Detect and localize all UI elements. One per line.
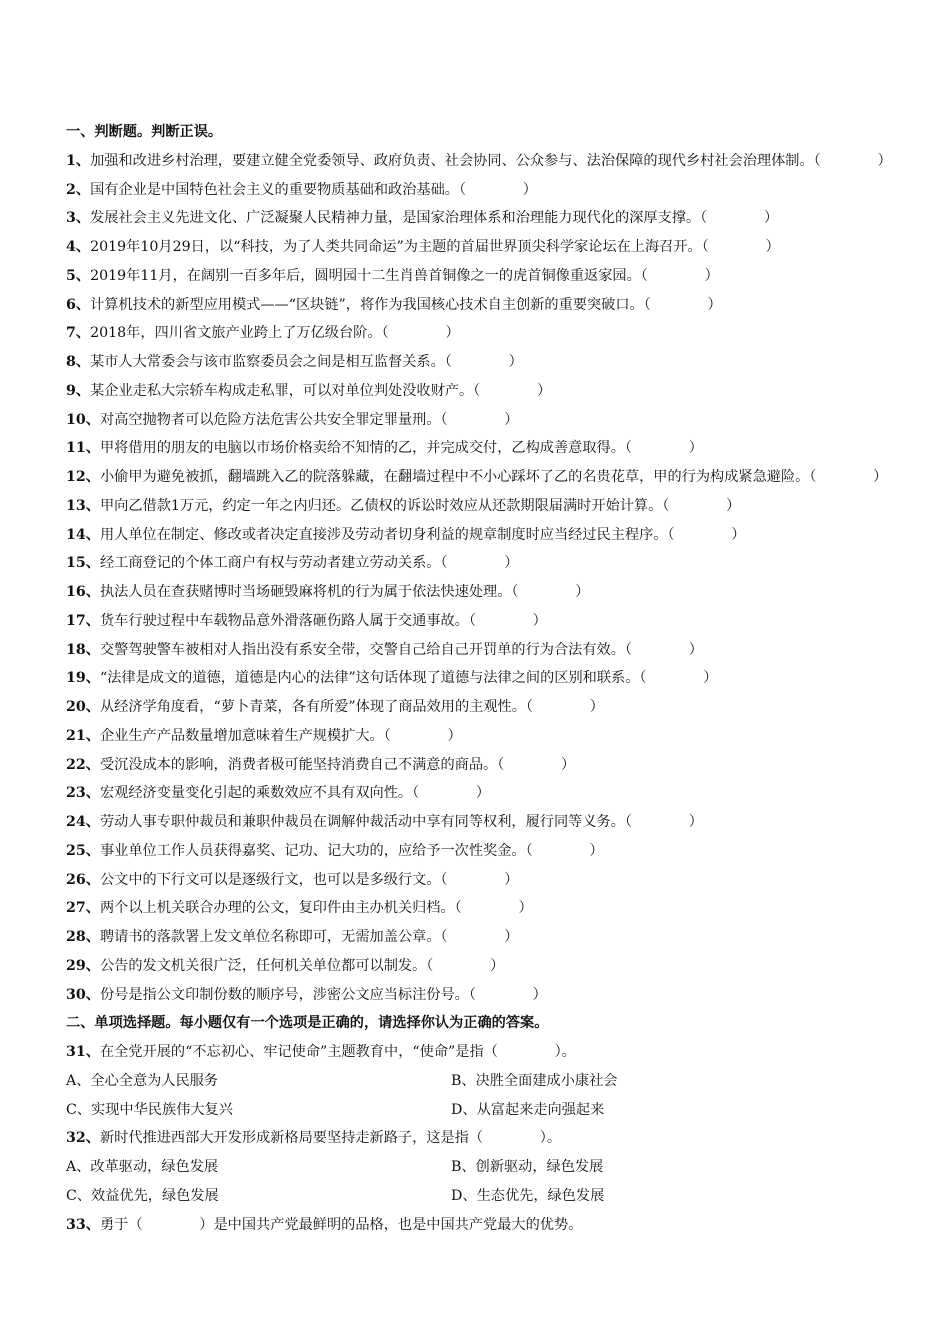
question-5 — [66, 262, 896, 291]
question-31 — [66, 1038, 896, 1067]
question-15 — [66, 549, 896, 578]
question-number: 22、 — [66, 756, 100, 773]
question-text: 2019年10月29日，以“科技，为了人类共同命运”为主题的首届世界顶尖科学家论坛在上海召开。（ ） — [90, 239, 780, 255]
question-number: 1、 — [66, 152, 91, 169]
question-13 — [66, 492, 896, 521]
question-number: 11、 — [66, 440, 100, 457]
option-c: C、实现中华民族伟大复兴 — [66, 1101, 233, 1118]
question-text: 两个以上机关联合办理的公文，复印件由主办机关归档。（ ） — [99, 900, 533, 917]
question-number: 24、 — [66, 814, 100, 830]
question-number: 10、 — [66, 411, 100, 428]
question-number: 2、 — [66, 181, 91, 198]
question-25 — [66, 837, 896, 866]
question-number: 21、 — [66, 727, 100, 744]
question-text: 公文中的下行文可以是逐级行文，也可以是多级行文。（ ） — [99, 871, 519, 888]
question-text: 份号是指公文印制份数的顺序号，涉密公文应当标注份号。（ ） — [99, 986, 547, 1003]
question-text: 勇于（ ）是中国共产党最鲜明的品格，也是中国共产党最大的优势。 — [99, 1216, 583, 1233]
question-text: 甲将借用的朋友的电脑以市场价格卖给不知情的乙，并完成交付，乙构成善意取得。（ ） — [99, 440, 703, 457]
question-12 — [66, 463, 896, 492]
question-text: 在全党开展的“不忘初心、牢记使命”主题教育中，“使命”是指（ ）。 — [99, 1044, 576, 1060]
option-a: A、全心全意为人民服务 — [66, 1072, 219, 1089]
question-33 — [66, 1211, 896, 1240]
section1-heading: 一、判断题。判断正误。 — [66, 124, 223, 140]
question-4 — [66, 233, 896, 262]
question-text: “法律是成文的道德，道德是内心的法律”这句话体现了道德与法律之间的区别和联系。（ ） — [99, 670, 718, 687]
question-number: 17、 — [66, 612, 100, 629]
question-number: 20、 — [66, 699, 100, 715]
question-text: 企业生产产品数量增加意味着生产规模扩大。（ ） — [99, 727, 462, 744]
question-number: 32、 — [66, 1130, 100, 1147]
question-32-options-row-1 — [66, 1153, 896, 1182]
question-20 — [66, 693, 896, 722]
question-text: 对高空抛物者可以危险方法危害公共安全罪定罪量刑。（ ） — [99, 411, 519, 428]
question-number: 28、 — [66, 929, 100, 945]
question-number: 26、 — [66, 871, 100, 888]
question-number: 13、 — [66, 497, 100, 514]
question-number: 5、 — [66, 267, 91, 284]
question-number: 30、 — [66, 986, 100, 1003]
question-number: 27、 — [66, 900, 100, 917]
question-text: 2018年，四川省文旅产业跨上了万亿级台阶。（ ） — [90, 325, 460, 342]
question-number: 15、 — [66, 555, 100, 572]
question-27 — [66, 894, 896, 923]
question-text: 交警驾驶警车被相对人指出没有系安全带，交警自己给自己开罚单的行为合法有效。（ ） — [99, 641, 703, 658]
question-text: 聘请书的落款署上发文单位名称即可，无需加盖公章。（ ） — [99, 929, 519, 945]
question-32-options-row-2 — [66, 1182, 896, 1211]
question-10 — [66, 406, 896, 435]
question-19 — [66, 664, 896, 693]
question-8 — [66, 348, 896, 377]
question-number: 6、 — [66, 296, 91, 313]
question-number: 23、 — [66, 785, 100, 802]
question-29 — [66, 952, 896, 981]
question-number: 18、 — [66, 641, 100, 658]
question-14 — [66, 521, 896, 550]
question-26 — [66, 866, 896, 895]
question-number: 8、 — [66, 354, 91, 370]
question-text: 事业单位工作人员获得嘉奖、记功、记大功的，应给予一次性奖金。（ ） — [99, 842, 604, 859]
question-text: 发展社会主义先进文化、广泛凝聚人民精神力量，是国家治理体系和治理能力现代化的深厚支撑。（ ） — [90, 210, 779, 227]
question-17 — [66, 607, 896, 636]
question-text: 货车行驶过程中车载物品意外滑落砸伤路人属于交通事故。（ ） — [99, 612, 547, 629]
question-text: 执法人员在查获赌博时当场砸毁麻将机的行为属于依法快速处理。（ ） — [99, 584, 590, 600]
question-24 — [66, 808, 896, 837]
question-text: 经工商登记的个体工商户有权与劳动者建立劳动关系。（ ） — [99, 555, 519, 572]
question-2 — [66, 176, 896, 205]
question-text: 计算机技术的新型应用模式——“区块链”，将作为我国核心技术自主创新的重要突破口。（ ） — [90, 296, 722, 313]
question-28 — [66, 923, 896, 952]
question-21 — [66, 722, 896, 751]
option-c: C、效益优先，绿色发展 — [66, 1187, 219, 1204]
question-18 — [66, 636, 896, 665]
question-32 — [66, 1124, 896, 1153]
question-3 — [66, 204, 896, 233]
question-number: 25、 — [66, 842, 100, 859]
question-text: 2019年11月，在阔别一百多年后，圆明园十二生肖兽首铜像之一的虎首铜像重返家园。（ ） — [90, 267, 719, 284]
question-31-options-row-2 — [66, 1096, 896, 1125]
question-text: 公告的发文机关很广泛，任何机关单位都可以制发。（ ） — [99, 957, 505, 974]
question-text: 小偷甲为避免被抓，翻墙跳入乙的院落躲藏，在翻墙过程中不小心踩坏了乙的名贵花草，甲的行为构成紧急避险。（ ） — [99, 469, 888, 485]
option-d: D、从富起来走向强起来 — [451, 1101, 605, 1118]
question-text: 从经济学角度看，“萝卜青菜，各有所爱”体现了商品效用的主观性。（ ） — [99, 699, 604, 715]
question-16 — [66, 578, 896, 607]
question-7 — [66, 319, 896, 348]
question-number: 19、 — [66, 670, 100, 687]
option-a: A、改革驱动，绿色发展 — [66, 1159, 219, 1175]
option-b: B、创新驱动，绿色发展 — [451, 1159, 604, 1175]
section2-heading: 二、单项选择题。每小题仅有一个选项是正确的，请选择你认为正确的答案。 — [66, 1015, 549, 1032]
question-text: 用人单位在制定、修改或者决定直接涉及劳动者切身利益的规章制度时应当经过民主程序。（ ） — [99, 526, 746, 543]
question-number: 29、 — [66, 957, 100, 974]
document-content — [66, 118, 896, 1239]
question-number: 9、 — [66, 382, 91, 399]
question-31-options-row-1 — [66, 1067, 896, 1096]
question-9 — [66, 377, 896, 406]
question-text: 受沉没成本的影响，消费者极可能坚持消费自己不满意的商品。（ ） — [99, 756, 576, 773]
question-text: 加强和改进乡村治理，要建立健全党委领导、政府负责、社会协同、公众参与、法治保障的现代乡村社会治理体制。（ ） — [90, 152, 892, 169]
question-30 — [66, 981, 896, 1010]
question-number: 31、 — [66, 1044, 100, 1060]
question-6 — [66, 291, 896, 320]
question-text: 劳动人事专职仲裁员和兼职仲裁员在调解仲裁活动中享有同等权利，履行同等义务。（ ） — [99, 814, 703, 830]
question-number: 16、 — [66, 584, 100, 600]
option-d: D、生态优先，绿色发展 — [451, 1187, 605, 1204]
question-text: 宏观经济变量变化引起的乘数效应不具有双向性。（ ） — [99, 785, 491, 802]
question-text: 某市人大常委会与该市监察委员会之间是相互监督关系。（ ） — [90, 354, 523, 370]
question-11 — [66, 434, 896, 463]
question-text: 某企业走私大宗轿车构成走私罪，可以对单位判处没收财产。（ ） — [90, 382, 552, 399]
question-number: 3、 — [66, 210, 91, 227]
question-23 — [66, 779, 896, 808]
question-text: 新时代推进西部大开发形成新格局要坚持走新路子，这是指（ ）。 — [99, 1130, 562, 1147]
question-number: 14、 — [66, 526, 100, 543]
question-number: 4、 — [66, 239, 91, 255]
question-text: 甲向乙借款1万元，约定一年之内归还。乙债权的诉讼时效应从还款期限届满时开始计算。（ ） — [99, 497, 741, 514]
question-22 — [66, 751, 896, 780]
question-number: 12、 — [66, 469, 100, 485]
question-text: 国有企业是中国特色社会主义的重要物质基础和政治基础。（ ） — [90, 181, 537, 198]
question-number: 7、 — [66, 325, 91, 342]
question-1 — [66, 147, 896, 176]
option-b: B、决胜全面建成小康社会 — [451, 1072, 618, 1089]
question-number: 33、 — [66, 1216, 100, 1233]
